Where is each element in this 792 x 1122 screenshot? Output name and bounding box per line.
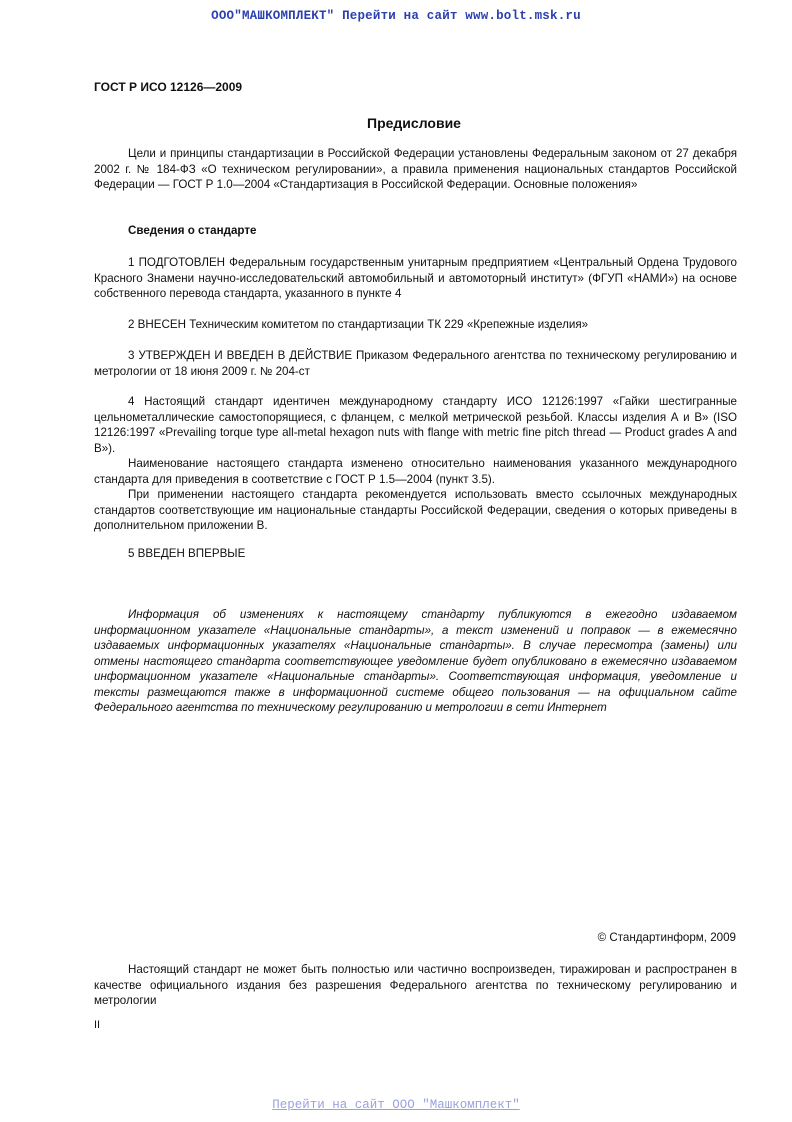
changes-notice-text: Информация об изменениях к настоящему стандарту публикуются в ежегодно издаваемом информационном указателе «Национальные стандарты», а текст изменений и поправок — в ежемесячно издаваемых информационных указателях «Национальные стандарты». В случае пересмотра (замены) или отмены настоящего стандарта соответствующее уведомление будет опубликовано в ежемесячно издаваемом информационном указателе «Национальные стандарты». Соответствующая информация, уведомление и тексты размещаются также в информационной системе общего пользования — на официальном сайте Федерального агентства по техническому регулированию и метрологии в сети Интернет — [94, 608, 737, 714]
info-item-3 — [94, 348, 737, 379]
info-item-1 — [94, 255, 737, 302]
info-item-4 — [94, 394, 737, 534]
site-link-top[interactable]: ООО"МАШКОМПЛЕКТ" Перейти на сайт www.bolt.msk.ru — [211, 9, 581, 23]
info-item-extra-text: При применении настоящего стандарта рекомендуется использовать вместо ссылочных международных стандартов соответствующие им национальные стандарты Российской Федерации, сведения о которых приведены в дополнительном приложении В. — [94, 488, 737, 532]
rights-notice-text: Настоящий стандарт не может быть полностью или частично воспроизведен, тиражирован и распространен в качестве официального издания без разрешения Федерального агентства по техническому регулированию и метрологии — [94, 963, 737, 1007]
info-item-2 — [94, 317, 737, 333]
info-item-5 — [94, 546, 737, 562]
changes-notice — [94, 607, 737, 716]
info-item-extra-text: Наименование настоящего стандарта изменено относительно наименования указанного международного стандарта для приведения в соответствие с ГОСТ Р 1.5—2004 (пункт 3.5). — [94, 457, 737, 486]
rights-notice — [94, 962, 737, 1009]
preface-intro — [94, 146, 737, 193]
info-item-text: 4 Настоящий стандарт идентичен международному стандарту ИСО 12126:1997 «Гайки шестигранные цельнометаллические самостопорящиеся, с фланцем, с мелкой метрической резьбой. Классы изделия А и В» (ISO 12126:1997 «Prevailing torque type all-metal hexagon nuts with flange with metric fine pitch thread — Product grades A and B»). — [94, 395, 737, 455]
preface-intro-text: Цели и принципы стандартизации в Российской Федерации установлены Федеральным законом от 27 декабря 2002 г. № 184-ФЗ «О техническом регулировании», а правила применения национальных стандартов Российской Федерации — ГОСТ Р 1.0—2004 «Стандартизация в Российской Федерации. Основные положения» — [94, 147, 737, 191]
document-code: ГОСТ Р ИСО 12126—2009 — [94, 80, 243, 94]
section-heading: Сведения о стандарте — [128, 224, 257, 237]
info-item-text: 2 ВНЕСЕН Техническим комитетом по стандартизации ТК 229 «Крепежные изделия» — [128, 318, 589, 331]
site-link-bottom[interactable]: Перейти на сайт ООО "Машкомплект" — [272, 1098, 520, 1112]
page-number: II — [94, 1019, 101, 1031]
info-item-text: 3 УТВЕРЖДЕН И ВВЕДЕН В ДЕЙСТВИЕ Приказом Федерального агентства по техническому регулированию и метрологии от 18 июня 2009 г. № 204-ст — [94, 349, 737, 378]
info-item-text: 5 ВВЕДЕН ВПЕРВЫЕ — [128, 547, 246, 560]
copyright-line: © Стандартинформ, 2009 — [597, 931, 736, 944]
page-title: Предисловие — [367, 115, 461, 131]
info-item-text: 1 ПОДГОТОВЛЕН Федеральным государственным унитарным предприятием «Центральный Ордена Трудового Красного Знамени научно-исследовательский автомобильный и автомоторный институт» (ФГУП «НАМИ») на основе собственного перевода стандарта, указанного в пункте 4 — [94, 256, 737, 300]
